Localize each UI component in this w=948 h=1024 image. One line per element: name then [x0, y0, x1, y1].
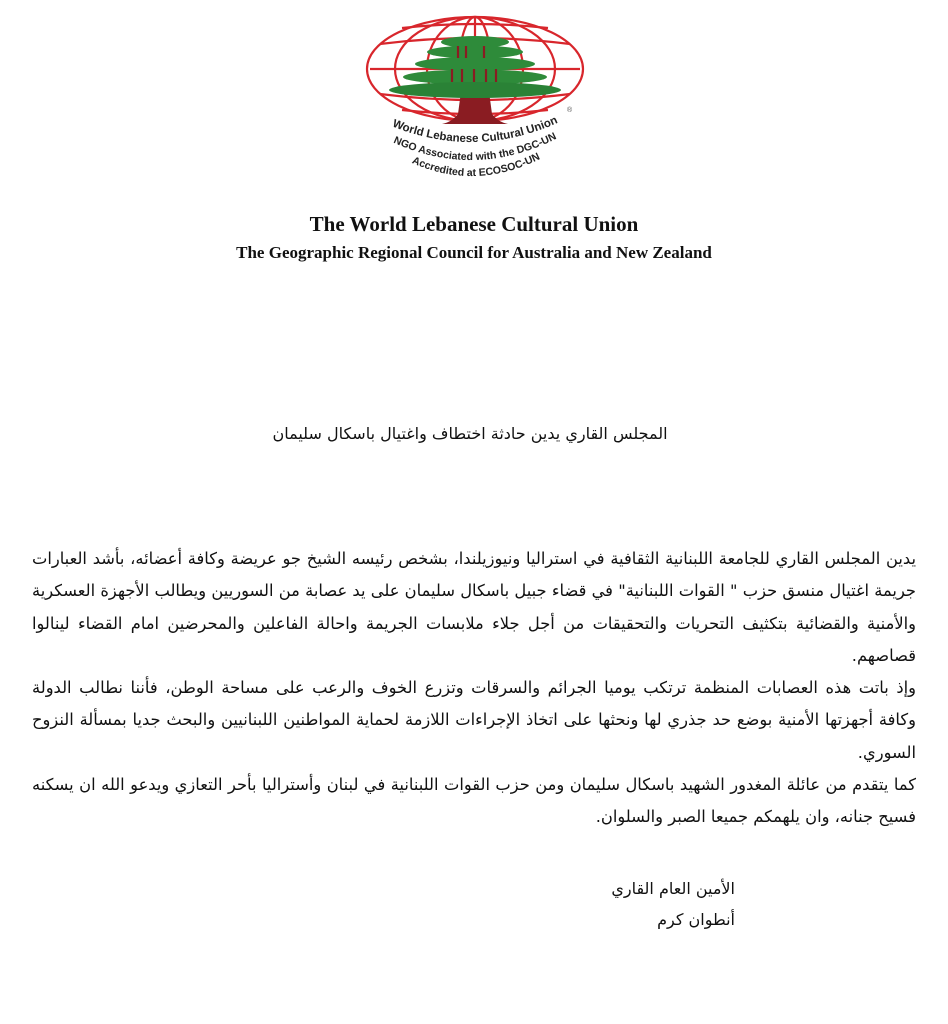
statement-paragraph: كما يتقدم من عائلة المغدور الشهيد باسكال سليمان ومن حزب القوات اللبنانية في لبنان وأستراليا بأحر التعازي ويدعو الله ان يسكنه فسيح جنانه، وان يلهمكم جميعا الصبر والسلوان.: [32, 775, 916, 827]
statement-paragraph: يدين المجلس القاري للجامعة اللبنانية الثقافية في استراليا ونيوزيلندا، بشخص رئيسه الشيخ جو عريضة وكافة أعضائه، بأشد العبارات جريمة اغتيال منسق حزب " القوات اللبنانية" في قضاء جبيل باسكال سليمان على يد عصابة من السوريين ويطالب الأجهزة العسكرية والأمنية والقضائية بتكثيف التحريات والتحقيقات من أجل جلاء ملابسات الجريمة واحالة الفاعلين والمحرضين امام القضاء لينالوا قصاصهم.: [32, 549, 916, 665]
organization-logo: [362, 14, 588, 194]
statement-heading-text: المجلس القاري يدين حادثة اختطاف واغتيال باسكال سليمان: [272, 424, 668, 443]
signature-name: أنطوان كرم: [657, 910, 735, 929]
organization-title: The World Lebanese Cultural Union: [309, 212, 639, 236]
registered-mark: ®: [567, 107, 573, 114]
logo-text-line-2: NGO Associated with the DGC-UN: [391, 130, 559, 164]
logo-text-line-3: Accredited at ECOSOC-UN: [410, 150, 542, 180]
cedar-globe-icon: [362, 14, 588, 194]
statement-body: [32, 543, 916, 834]
logo-text-line-1: World Lebanese Cultural Union: [390, 114, 560, 146]
signature-role: الأمين العام القاري: [611, 879, 735, 898]
statement-heading: [0, 424, 948, 443]
statement-paragraph: وإذ باتت هذه العصابات المنظمة ترتكب يوميا الجرائم والسرقات وتزرع الخوف والرعب على مساحة الوطن، فأننا نطالب الدولة وكافة أجهزتها الأمنية بوضع حد جذري لها ونحثها على اتخاذ الإجراءات اللازمة لحماية المواطنين اللبنانيين والبحث جديا بمسألة النزوح السوري.: [32, 678, 916, 762]
signature-block: [611, 873, 735, 935]
council-subtitle: The Geographic Regional Council for Australia and New Zealand: [236, 243, 712, 262]
